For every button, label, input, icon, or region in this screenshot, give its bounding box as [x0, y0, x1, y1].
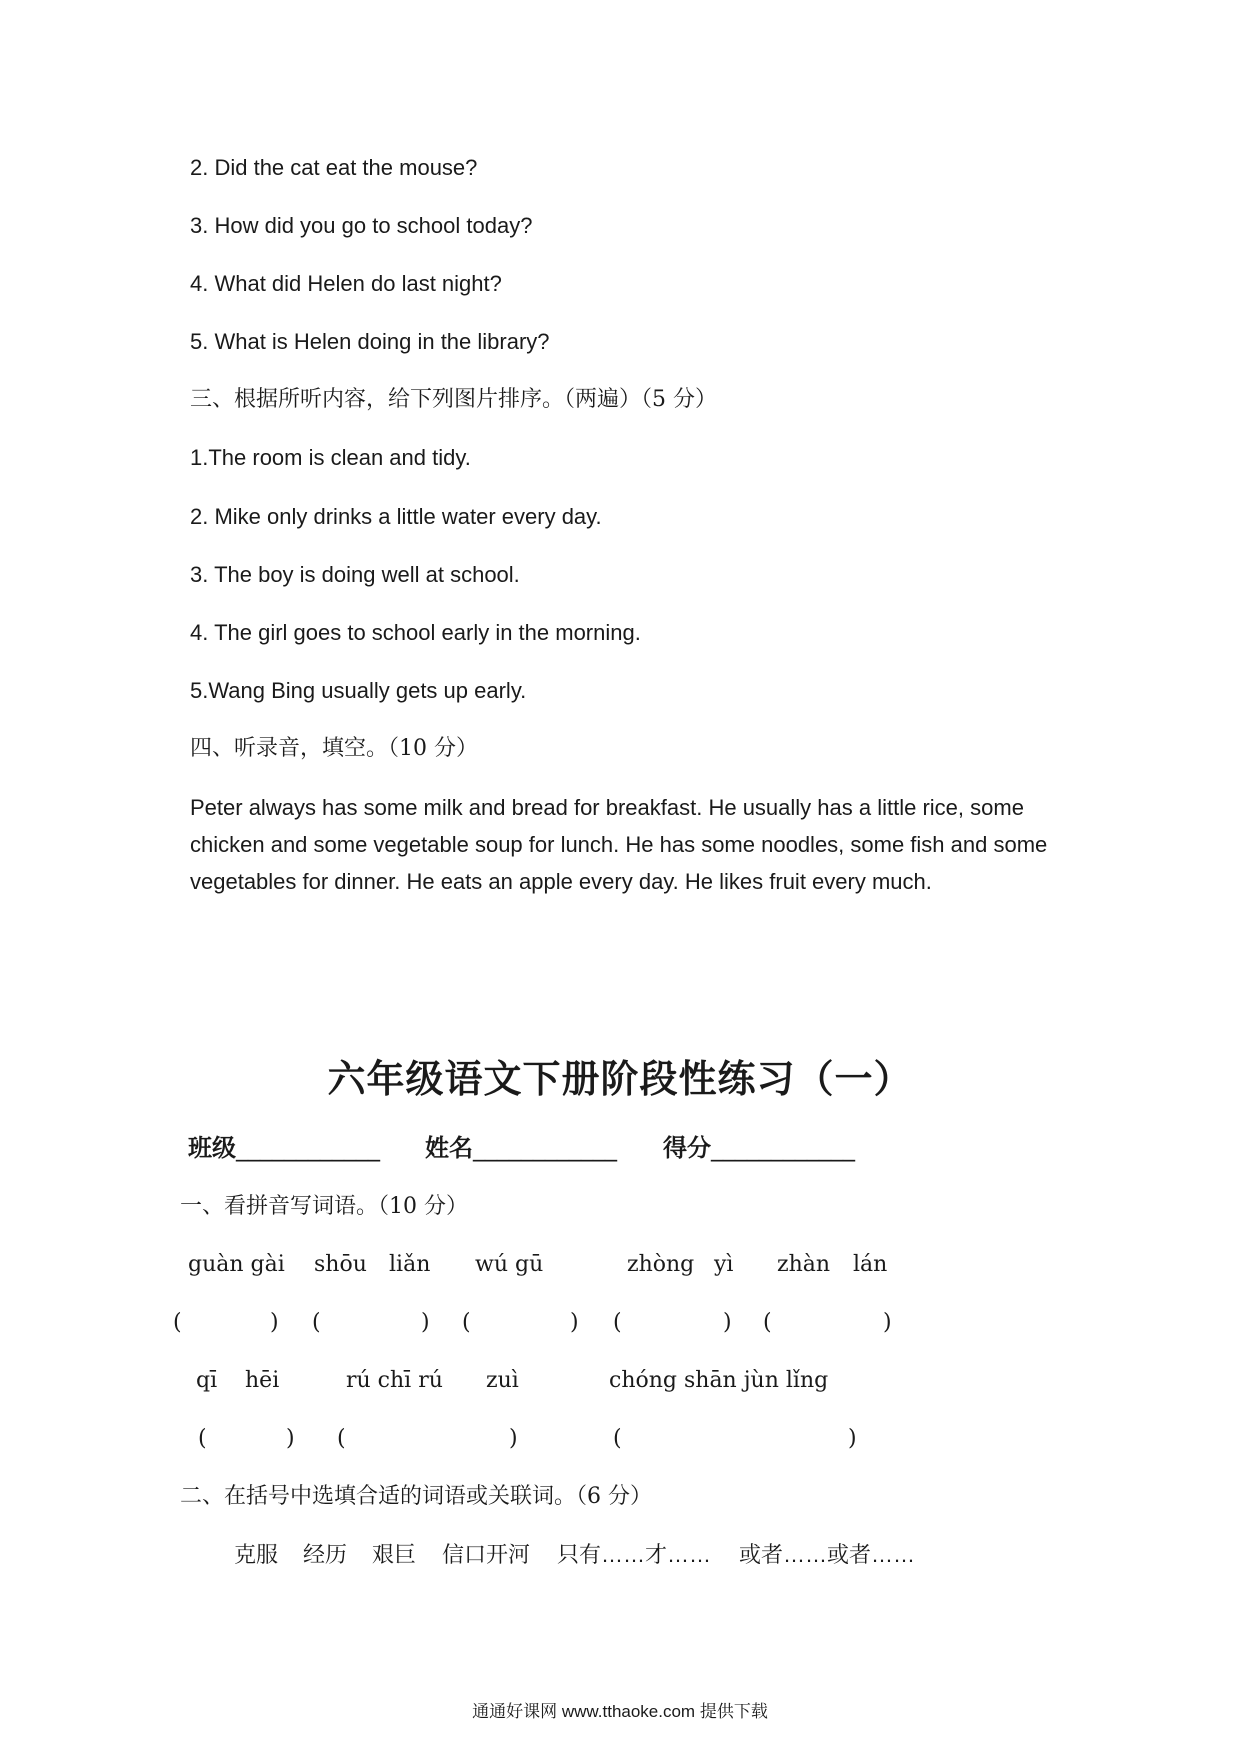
answer-box-7-close[interactable]: ) [509, 1426, 518, 1451]
cn-section-2-heading: 二、在括号中选填合适的词语或关联词。（6 分） [180, 1484, 652, 1509]
score-blank[interactable]: ____________ [711, 1134, 855, 1162]
word-bank-item: 信口开河 [442, 1542, 531, 1567]
name-field[interactable] [425, 1128, 617, 1163]
listening-item-3: 3. How did you go to school today? [190, 213, 533, 238]
name-blank[interactable]: ____________ [473, 1134, 617, 1162]
pinyin-lan: lán [853, 1252, 888, 1277]
ordering-item-1: 1.The room is clean and tidy. [190, 445, 471, 470]
answer-box-4-close[interactable]: ) [723, 1310, 732, 1335]
answer-box-5-open[interactable]: ( [763, 1310, 772, 1335]
score-field[interactable] [663, 1128, 855, 1163]
listening-item-4: 4. What did Helen do last night? [190, 271, 502, 296]
word-bank-item: 经历 [303, 1542, 348, 1567]
listening-passage: Peter always has some milk and bread for breakfast. He usually has a little rice, some chicken and some vegetable soup for lunch. He has some noodles, some fish and some vegetables for dinner. He eats an apple every day. He likes fruit every much. [190, 795, 1048, 894]
ordering-item-3: 3. The boy is doing well at school. [190, 562, 520, 587]
answer-box-7-open[interactable]: ( [337, 1426, 346, 1451]
pinyin-ru-chi-ru: rú chī rú [346, 1368, 443, 1393]
name-label: 姓名 [425, 1134, 473, 1162]
ordering-item-4: 4. The girl goes to school early in the morning. [190, 620, 641, 645]
pinyin-hei: hēi [245, 1368, 280, 1393]
class-field[interactable] [188, 1128, 380, 1163]
word-bank-item: 克服 [234, 1542, 279, 1567]
answer-box-1-open[interactable]: ( [173, 1310, 182, 1335]
pinyin-guan-gai: guàn gài [188, 1252, 285, 1277]
answer-box-1-close[interactable]: ) [270, 1310, 279, 1335]
ordering-item-5: 5.Wang Bing usually gets up early. [190, 678, 527, 703]
class-label: 班级 [188, 1134, 236, 1162]
page-footer: 通通好课网 www.tthaoke.com 提供下载 [472, 1702, 768, 1721]
cn-section-1-heading: 一、看拼音写词语。（10 分） [180, 1194, 468, 1219]
answer-box-6-close[interactable]: ) [286, 1426, 295, 1451]
answer-box-2-open[interactable]: ( [312, 1310, 321, 1335]
answer-box-2-close[interactable]: ) [421, 1310, 430, 1335]
word-bank-item: 或者……或者…… [739, 1542, 916, 1567]
pinyin-qi: qī [196, 1368, 218, 1393]
pinyin-zui: zuì [486, 1368, 519, 1393]
answer-box-4-open[interactable]: ( [613, 1310, 622, 1335]
exam-title: 六年级语文下册阶段性练习（一） [327, 1057, 913, 1101]
word-bank-item: 只有……才…… [557, 1542, 712, 1567]
pinyin-zhong: zhòng [627, 1252, 695, 1277]
section-4-heading: 四、听录音，填空。（10 分） [190, 736, 478, 761]
answer-box-8-open[interactable]: ( [613, 1426, 622, 1451]
ordering-item-2: 2. Mike only drinks a little water every day. [190, 504, 602, 529]
answer-box-8-close[interactable]: ) [848, 1426, 857, 1451]
section-3-heading: 三、根据所听内容，给下列图片排序。（两遍）（5 分） [190, 387, 717, 412]
pinyin-wu-gu: wú gū [475, 1252, 544, 1277]
answer-box-3-open[interactable]: ( [462, 1310, 471, 1335]
answer-box-6-open[interactable]: ( [198, 1426, 207, 1451]
class-blank[interactable]: ____________ [236, 1134, 380, 1162]
pinyin-shou: shōu [314, 1252, 367, 1277]
score-label: 得分 [663, 1134, 711, 1162]
listening-item-5: 5. What is Helen doing in the library? [190, 329, 550, 354]
pinyin-zhan: zhàn [777, 1252, 831, 1277]
pinyin-yi: yì [714, 1252, 734, 1277]
word-bank-item: 艰巨 [372, 1542, 417, 1567]
answer-box-5-close[interactable]: ) [883, 1310, 892, 1335]
pinyin-chong-shan-jun-ling: chóng shān jùn lǐng [609, 1368, 829, 1393]
listening-item-2: 2. Did the cat eat the mouse? [190, 155, 478, 180]
answer-box-3-close[interactable]: ) [570, 1310, 579, 1335]
pinyin-lian: liǎn [389, 1252, 431, 1277]
